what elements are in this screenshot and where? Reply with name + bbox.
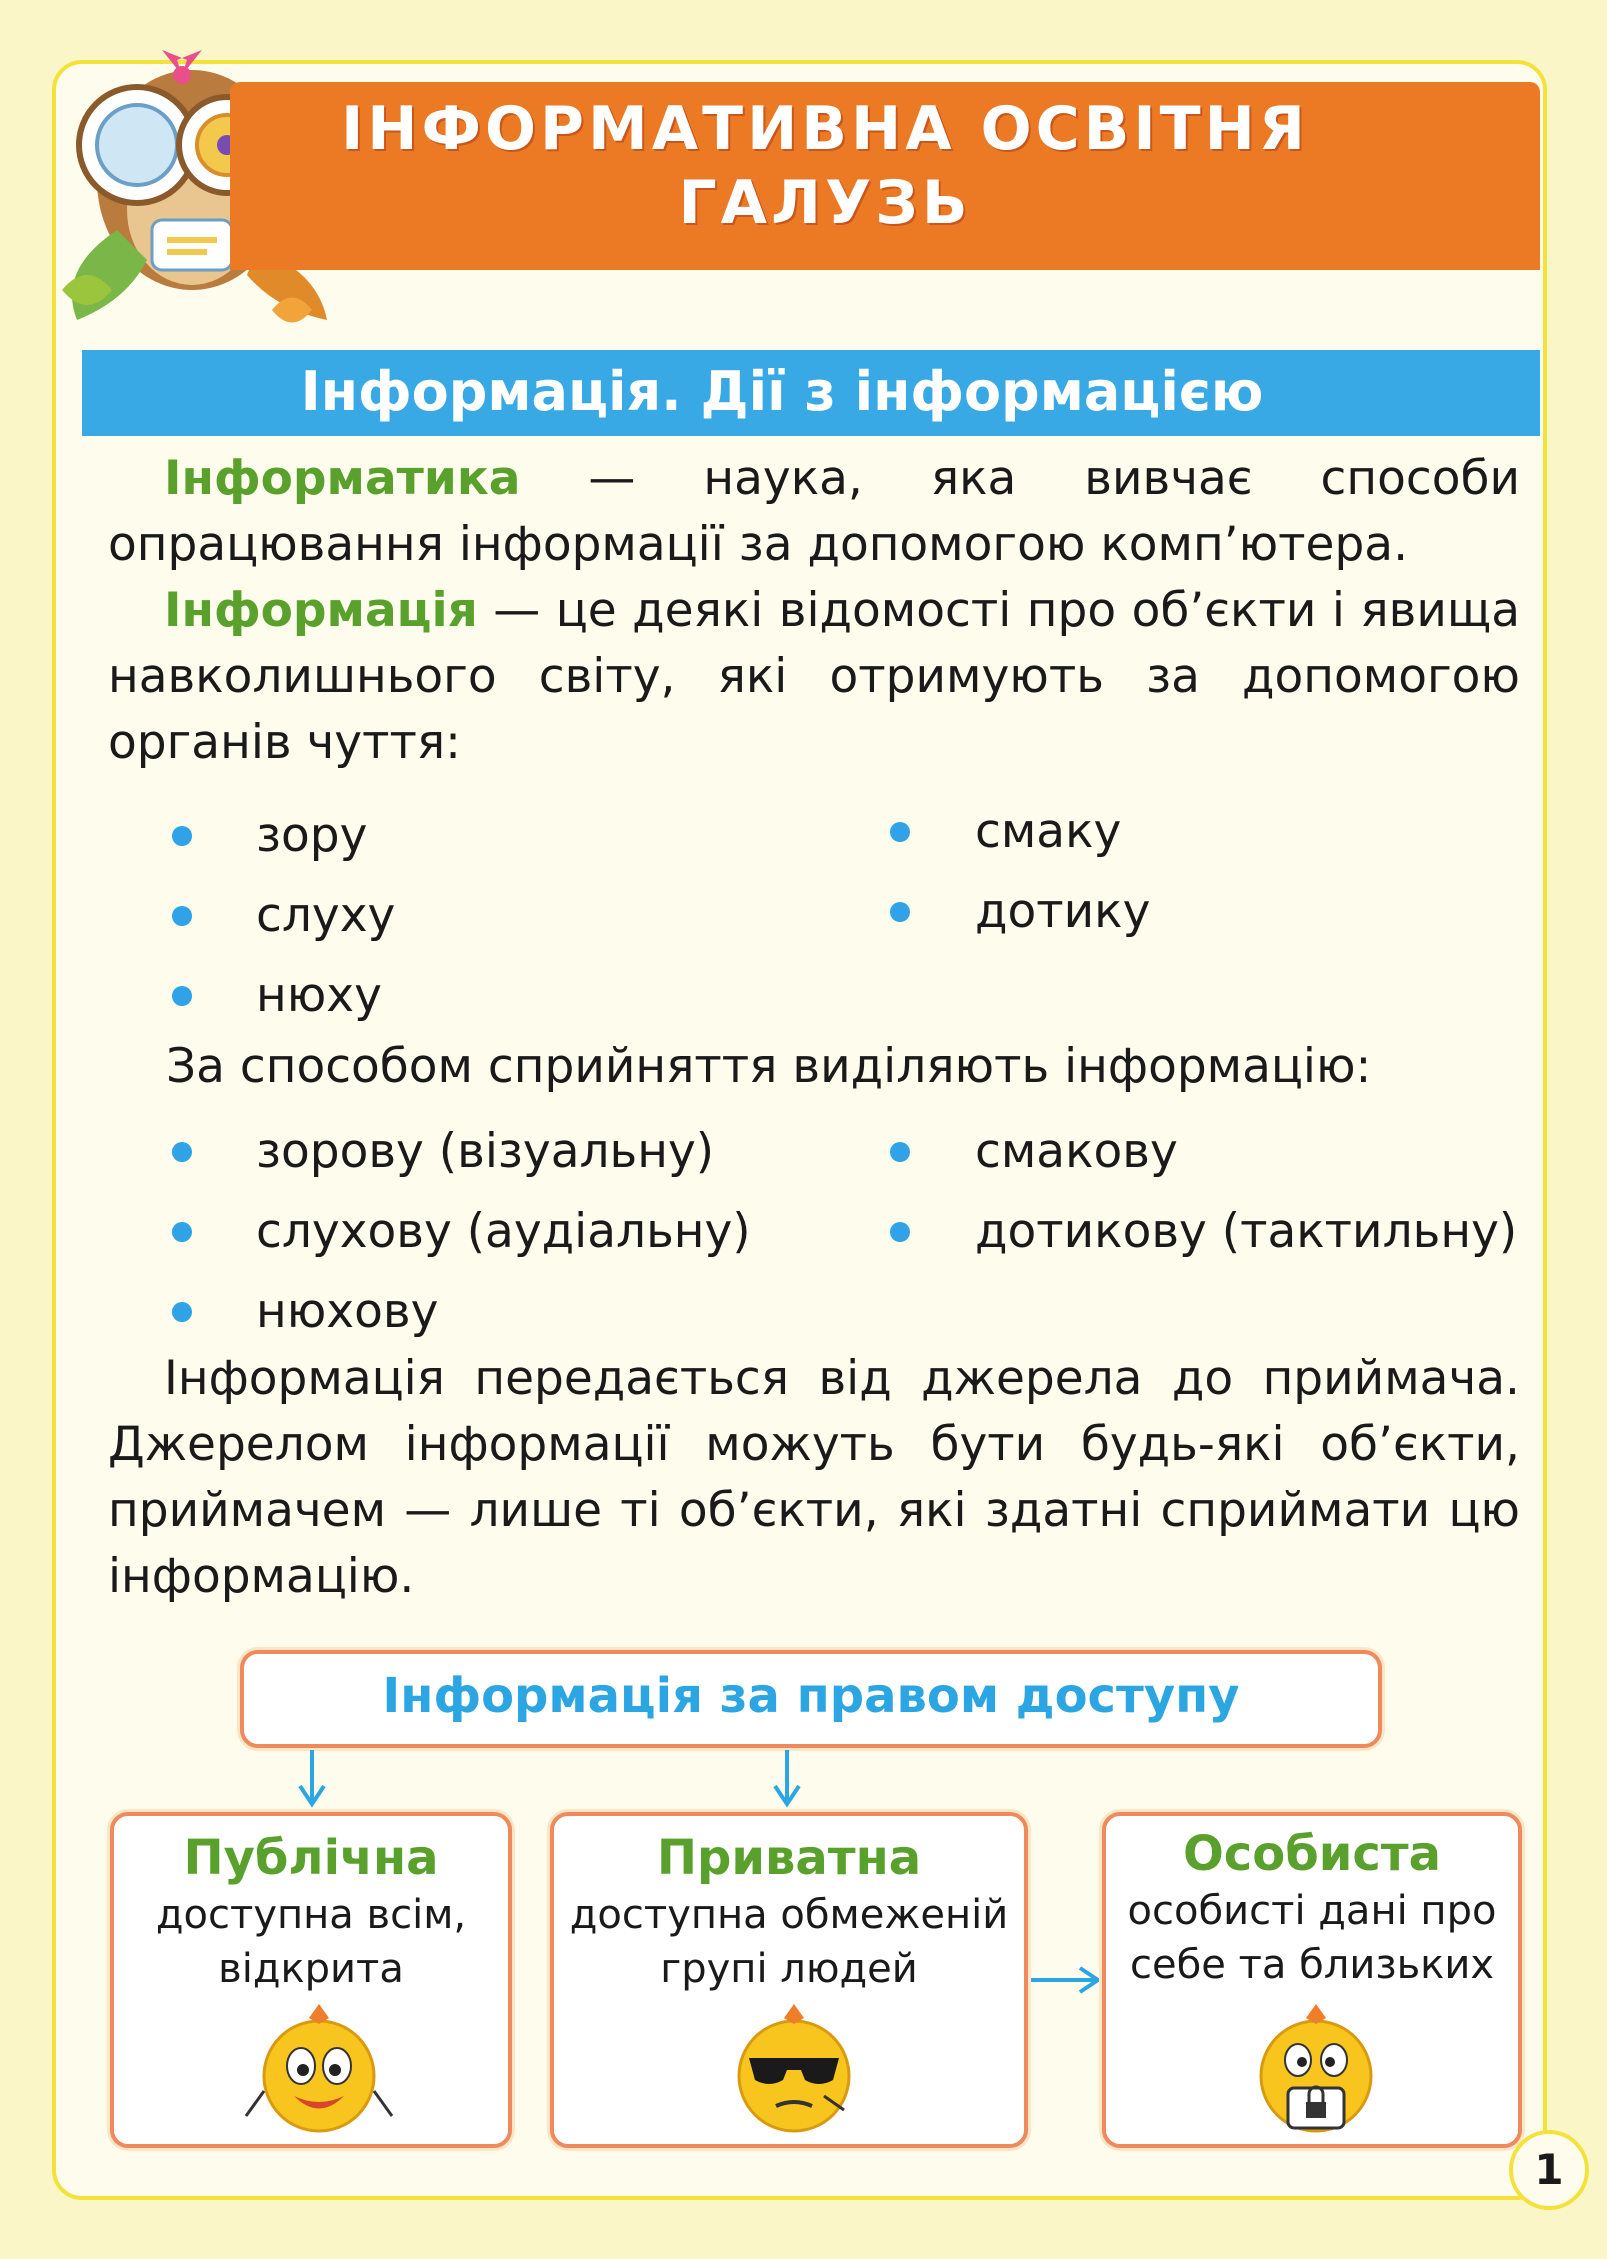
- category-private-desc-line2: групі людей: [660, 1946, 918, 1992]
- information-term: Інформація: [164, 583, 478, 638]
- list-item: слухову (аудіальну): [256, 1204, 751, 1259]
- category-public-name: Публічна: [183, 1830, 439, 1886]
- smiling-emoji-icon: [239, 1996, 399, 2146]
- informatics-text: — наука, яка вивчає способи опрацювання інформації за допомогою комп’ютера.: [108, 451, 1520, 572]
- category-personal-desc-line2: себе та близьких: [1129, 1942, 1495, 1988]
- list-item: зорову (візуальну): [256, 1124, 715, 1179]
- access-diagram-title: Інформація за правом доступу: [382, 1668, 1240, 1724]
- category-private-box: [550, 1812, 1028, 2148]
- list-item: смаку: [975, 804, 1122, 859]
- list-item: нюхову: [256, 1284, 439, 1339]
- section-title: Інформація. Дії з інформацією: [300, 360, 1264, 423]
- page-title-line1: ІНФОРМАТИВНА ОСВІТНЯ: [340, 94, 1310, 164]
- category-personal-name: Особиста: [1182, 1826, 1442, 1882]
- category-public-desc-line2: відкрита: [218, 1946, 404, 1992]
- list-item: зору: [256, 808, 368, 863]
- information-text: — це деякі відомості про об’єкти і явища навколишнього світу, які отримують за допомогою органів чуття:: [108, 583, 1520, 770]
- category-personal-box: [1102, 1812, 1522, 2148]
- category-private-name: Приватна: [656, 1830, 922, 1886]
- page-title-line2: ГАЛУЗЬ: [678, 168, 972, 238]
- informatics-term: Інформатика: [164, 451, 521, 506]
- category-public-desc-line1: доступна всім,: [155, 1892, 467, 1938]
- list-item: смакову: [975, 1124, 1178, 1179]
- page-number: 1: [1509, 2130, 1589, 2210]
- list-item: дотику: [975, 884, 1151, 939]
- category-public-box: [110, 1812, 512, 2148]
- list-item: слуху: [256, 888, 396, 943]
- list-item: дотикову (тактильну): [975, 1204, 1518, 1259]
- perception-intro: За способом сприйняття виділяють інформацію:: [166, 1039, 1372, 1094]
- lock-emoji-icon: [1236, 1996, 1396, 2146]
- category-private-desc-line1: доступна обмеженій: [569, 1892, 1009, 1938]
- sunglasses-emoji-icon: [714, 1996, 874, 2146]
- category-personal-desc-line1: особисті дані про: [1127, 1888, 1497, 1934]
- list-item: нюху: [256, 968, 382, 1023]
- transfer-paragraph: Інформація передається від джерела до приймача. Джерелом інформації можуть бути будь-які об’єкти, приймачем — лише ті об’єкти, які здатні сприймати цю інформацію.: [108, 1351, 1520, 1604]
